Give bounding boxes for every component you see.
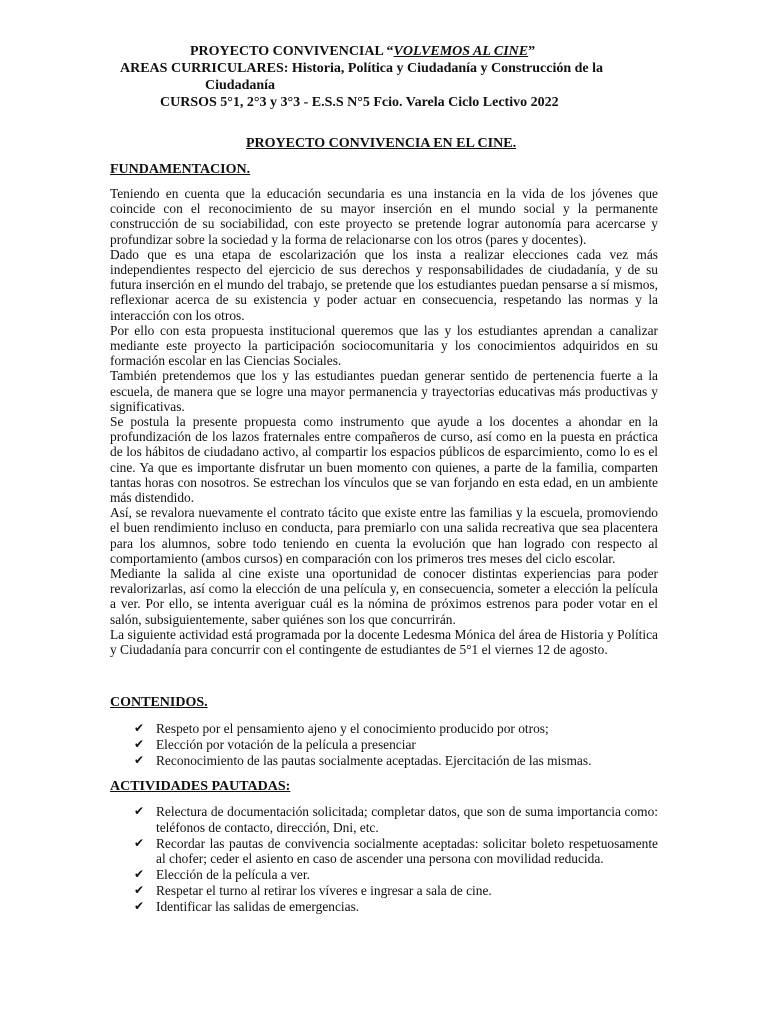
list-item-text: Relectura de documentación solicitada; completar datos, que son de suma importancia como: teléfonos de contacto, dirección, Dni, etc. (156, 804, 658, 835)
list-item-text: Recordar las pautas de convivencia socialmente aceptadas: solicitar boleto respetuosamente al chofer; ceder el asiento en caso de ascender una persona con movilidad reducida. (156, 835, 658, 867)
actividades-list (134, 804, 658, 915)
list-item (134, 804, 658, 836)
check-icon: ✔ (134, 721, 145, 735)
paragraph: Se postula la presente propuesta como instrumento que ayude a los docentes a ahondar en la profundización de los lazos fraternales entre compañeros de curso, así como en la puesta en práctica de los hábitos de ciudadano activo, al compartir los espacios públicos de esparcimiento, como lo es el cine. Ya que es importante disfrutar un buen momento con quienes, a parte de la familia, comparten tantas horas con nosotros. Se estrechan los vínculos que se van forjando en esta edad, en un ambiente más distendido. (110, 414, 658, 506)
fundamentacion-heading: FUNDAMENTACION. (110, 162, 251, 177)
actividades-heading: ACTIVIDADES PAUTADAS: (110, 779, 291, 794)
check-icon: ✔ (134, 804, 145, 818)
list-item-text: Identificar las salidas de emergencias. (156, 898, 360, 914)
list-item (134, 737, 658, 753)
paragraph: También pretendemos que los y las estudiantes puedan generar sentido de pertenencia fuerte a la escuela, de manera que se logre una mayor permanencia y trayectorias educativas más productivas y significativas. (110, 368, 658, 414)
check-icon: ✔ (134, 736, 145, 751)
title-emphasis: VOLVEMOS AL CINE (393, 44, 529, 59)
paragraph: Teniendo en cuenta que la educación secundaria es una instancia en la vida de los jóvenes que coincide con el reconocimiento de su mayor inserción en el mundo social y la permanente construcción de su sociabilidad, con este proyecto se pretende lograr autonomía para acercarse y profundizar sobre la sociedad y la forma de relacionarse con los otros (pares y docentes). (110, 186, 658, 247)
paragraph: Mediante la salida al cine existe una oportunidad de conocer distintas experiencias para poder revalorizarlas, así como la elección de una película y, en consecuencia, someter a elección la película a ver. Por ello, se intenta averiguar cuál es la nómina de próximos estrenos para poder votar en el salón, subsiguientemente, saber quiénes son los que concurrirán. (110, 566, 658, 627)
list-item-text: Elección de la película a ver. (156, 867, 310, 883)
list-item (134, 883, 658, 899)
paragraph: Por ello con esta propuesta institucional queremos que las y los estudiantes aprendan a canalizar mediante este proyecto la participación sociocomunitaria y los conocimientos adquiridos en su formación escolar en las Ciencias Sociales. (110, 322, 658, 369)
paragraph: La siguiente actividad está programada por la docente Ledesma Mónica del área de Historia y Política y Ciudadanía para concurrir con el contingente de estudiantes de 5°1 el viernes 12 de agosto. (110, 626, 658, 658)
document-subtitle: PROYECTO CONVIVENCIA EN EL CINE. (246, 136, 517, 151)
check-icon: ✔ (134, 882, 145, 897)
list-item-text: Reconocimiento de las pautas socialmente aceptadas. Ejercitación de las mismas. (156, 752, 592, 768)
paragraph: Así, se revalora nuevamente el contrato tácito que existe entre las familias y la escuela, promoviendo el buen rendimiento incluso en conducta, para premiarlo con una salida recreativa que sea placentera para los alumnos, sobre todo teniendo en cuenta la evolución que han logrado con respecto al comportamiento (ambos cursos) en comparación con los primeros tres meses del ciclo escolar. (110, 505, 658, 566)
contenidos-heading: CONTENIDOS. (110, 695, 208, 710)
list-item-text: Elección por votación de la película a presenciar (156, 736, 416, 752)
curricular-areas-cont: Ciudadanía (205, 78, 276, 93)
title-prefix: PROYECTO CONVIVENCIAL “ (190, 44, 394, 59)
title-suffix: ” (528, 44, 536, 59)
courses-line: CURSOS 5°1, 2°3 y 3°3 - E.S.S N°5 Fcio. Varela Ciclo Lectivo 2022 (160, 95, 559, 110)
contenidos-list (134, 721, 658, 768)
check-icon: ✔ (134, 835, 145, 850)
fundamentacion-body (110, 186, 658, 657)
list-item (134, 836, 658, 868)
paragraph: Dado que es una etapa de escolarización que los insta a realizar elecciones cada vez más independientes respecto del ejercicio de sus derechos y responsabilidades de ciudadanía, y de su futura inserción en el mundo del trabajo, se pretende que los estudiantes puedan pensarse a sí mismos, reflexionar acerca de su existencia y poder actuar en consecuencia, respetando las normas y la interacción con los otros. (110, 246, 658, 323)
list-item (134, 867, 658, 883)
list-item (134, 721, 658, 737)
list-item (134, 753, 658, 769)
check-icon: ✔ (134, 867, 145, 882)
list-item (134, 899, 658, 915)
list-item-text: Respeto por el pensamiento ajeno y el conocimiento producido por otros; (156, 721, 549, 736)
project-title (190, 44, 535, 60)
check-icon: ✔ (134, 898, 145, 913)
check-icon: ✔ (134, 752, 145, 767)
list-item-text: Respetar el turno al retirar los víveres e ingresar a sala de cine. (156, 882, 492, 898)
curricular-areas: AREAS CURRICULARES: Historia, Política y Ciudadanía y Construcción de la (120, 61, 604, 76)
